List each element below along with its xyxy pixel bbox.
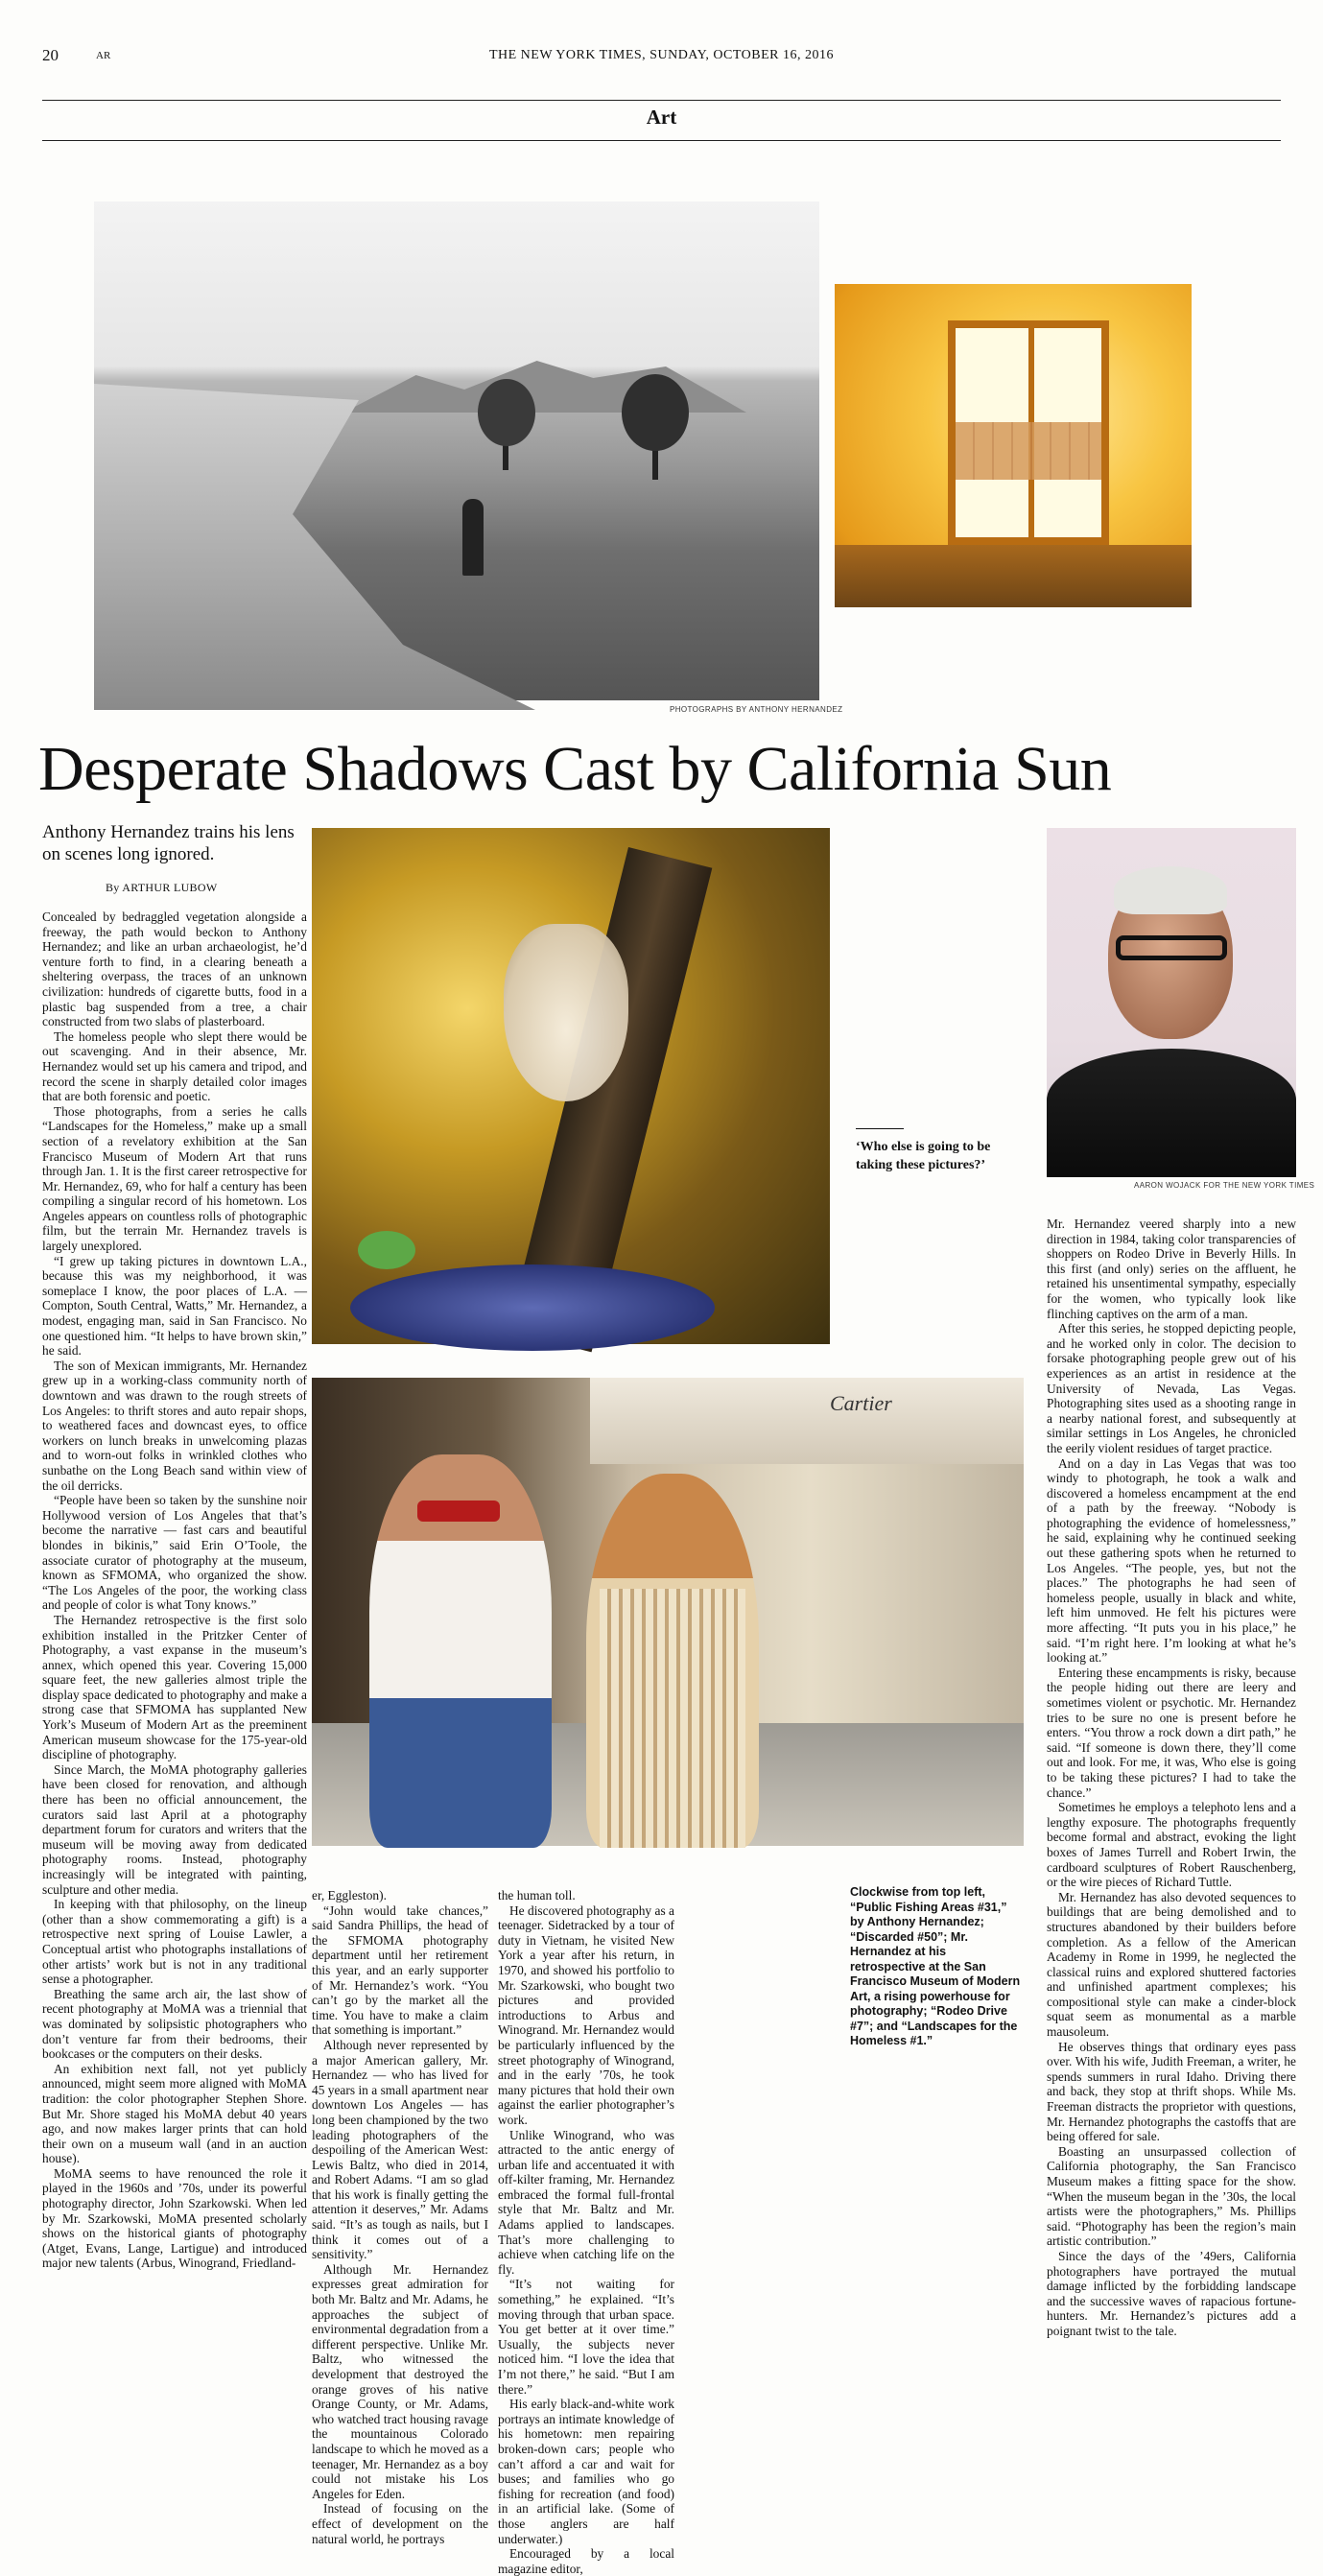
article-paragraph: In keeping with that philosophy, on the lineup (other than a show commemorating a gift) is a retrospective next spring of Louise Lawler, a Conceptual artist who photographs installations of other artists’ work but is not in any traditional sense a photographer.: [42, 1897, 307, 1987]
article-paragraph: Encouraged by a local magazine editor,: [498, 2546, 674, 2576]
photo-portrait-hernandez: [1047, 828, 1296, 1177]
edition-code: AR: [96, 50, 111, 61]
article-paragraph: Since March, the MoMA photography galleries have been closed for renovation, and although there has been no official announcement, the curators said last April at a photography department forum for curators and writers that the museum will be moving away from dedicated photography rooms. Instead, photography increasingly will be integrated with painting, sculpture and other media.: [42, 1761, 307, 1897]
article-paragraph: Although Mr. Hernandez expresses great admiration for both Mr. Baltz and Mr. Adams, he approaches the subject of environmental degradation from a different perspective. Unlike Mr. Baltz, who witnessed the development that destroyed the orange groves of his native Orange County, or Mr. Adams, who watched tract housing ravage the mountainous Colorado landscape to which he moved as a teenager, Mr. Hernandez as a boy could not mistake his Los Angeles for Eden.: [312, 2261, 488, 2501]
photo-credit-top: PHOTOGRAPHS BY ANTHONY HERNANDEZ: [670, 705, 843, 714]
dateline: THE NEW YORK TIMES, SUNDAY, OCTOBER 16, 2016: [488, 48, 835, 62]
header-rule-top: [42, 100, 1281, 101]
article-column-2: [312, 1888, 488, 2546]
article-paragraph: “People have been so taken by the sunshine noir Hollywood version of Los Angeles that that’s become the narrative — fast cars and beautiful blondes in bikinis,” said Erin O’Toole, the associate curator of photography at the museum, known as SFMOMA, who organized the show. “The Los Angeles of the poor, the working class and people of color is what Tony knows.”: [42, 1493, 307, 1613]
article-paragraph: MoMA seems to have renounced the role it played in the 1960s and ’70s, under its powerful photography director, John Szarkowski. When led by Mr. Szarkowski, MoMA presented scholarly shows on the historical giants of photography (Atget, Evans, Lange, Lartigue) and introduced major new talents (Arbus, Winogrand, Friedland-: [42, 2165, 307, 2271]
store-sign: Cartier: [830, 1391, 892, 1415]
article-paragraph: “It’s not waiting for something,” he explained. “It’s moving through that urban space. You get better at it over time.” Usually, the subjects never noticed him. “I love the idea that I’m not there,” he said. “But I am there.”: [498, 2277, 674, 2397]
article-paragraph: the human toll.: [498, 1888, 576, 1902]
photo-abandoned-room: [835, 284, 1192, 607]
article-paragraph: An exhibition next fall, not yet publicly announced, might seem more aligned with MoMA tradition: the color photographer Stephen Shore. But Mr. Shore staged his MoMA debut 40 years ago, and now makes larger prints that can hold their own on a museum wall (and in an auction house).: [42, 2061, 307, 2166]
section-label: Art: [646, 106, 677, 129]
byline: By ARTHUR LUBOW: [106, 881, 218, 894]
article-paragraph: Since the days of the ’49ers, California photographers have portrayed the mutual damage inflicted by the forbidding landscape and the successive waves of rapacious fortune-hunters. Mr. Hernandez’s pictures add a poignant twist to the tale.: [1047, 2248, 1296, 2338]
photo-discarded: [312, 828, 830, 1344]
article-paragraph: The son of Mexican immigrants, Mr. Hernandez grew up in a working-class community north of downtown and was drawn to the rough streets of Los Angeles: to thrift stores and auto repair shops, to weathered faces and downcast eyes, to office workers on lunch breaks in unwelcoming plazas and to worn-out folks in wrinkled clothes who sunbathe on the Long Beach sand within view of the oil derricks.: [42, 1358, 307, 1493]
article-column-4: [1047, 1217, 1296, 2392]
article-paragraph: Boasting an unsurpassed collection of California photography, the San Francisco Museum makes a fitting space for the show. “When the museum began in the ’30s, the local artists were the photographers,” Ms. Phillips said. “Photography has been the region’s main artistic contribution.”: [1047, 2143, 1296, 2249]
article-paragraph: Breathing the same arch air, the last show of recent photography at MoMA was a triennial that was dominated by solipsistic photographers who don’t venture far from their bedrooms, their bookcases or the computers on their desks.: [42, 1986, 307, 2062]
article-paragraph: The Hernandez retrospective is the first solo exhibition installed in the Pritzker Center of Photography, a vast expanse in the museum’s annex, which opened this year. Covering 15,000 square feet, the new galleries almost triple the display space dedicated to photography and make a strong case that SFMOMA has supplanted New York’s Museum of Modern Art as the preeminent American museum showcase for the 175-year-old discipline of photography.: [42, 1612, 307, 1762]
photo-credit-portrait: AARON WOJACK FOR THE NEW YORK TIMES: [1134, 1181, 1315, 1190]
article-paragraph: “John would take chances,” said Sandra Phillips, the head of the SFMOMA photography department until her retirement this year, and an early supporter of Mr. Hernandez’s work. “You can’t go by the market all the time. You have to make a claim that something is important.”: [312, 1902, 488, 2038]
article-paragraph: He discovered photography as a teenager. Sidetracked by a tour of duty in Vietnam, he visited New York a year after his return, in 1970, and showed his portfolio to Mr. Szarkowski, who bought two pictures and provided introductions to Arbus and Winogrand. Mr. Hernandez would be particularly influenced by the street photography of Winogrand, and in the early ’70s, he took many pictures that hold their own against the earlier photographer’s work.: [498, 1902, 674, 2127]
article-paragraph: He observes things that ordinary eyes pass over. With his wife, Judith Freeman, a writer, he spends summers in rural Idaho. Driving there and back, they stop at thrift shops. While Ms. Freeman distracts the proprietor with questions, Mr. Hernandez photographs the castoffs that are being offered for sale.: [1047, 2039, 1296, 2144]
article-column-3: [498, 1888, 674, 2576]
page-number: 20: [42, 46, 59, 64]
article-paragraph: Mr. Hernandez veered sharply into a new direction in 1984, taking color transparencies of shoppers on Rodeo Drive in Beverly Hills. In this first (and only) series on the affluent, he retained his unsentimental sympathy, especially for the women, who typically look like flinching captives on the arm of a man.: [1047, 1217, 1296, 1321]
article-paragraph: After this series, he stopped depicting people, and he worked only in color. The decision to forsake photographing people grew out of his experiences as an artist in residence at the University of Nevada, Las Vegas. Photographing sites used as a shooting range in a nearby national forest, and subsequently at similar settings in Los Angeles, he chronicled the eerily violent residues of target practice.: [1047, 1321, 1296, 1455]
article-paragraph: His early black-and-white work portrays an intimate knowledge of his hometown: men repairing broken-down cars; people who can’t afford a car and wait for buses; and families who go fishing for recreation (and food) in an artificial lake. (Some of those anglers are half underwater.): [498, 2397, 674, 2546]
article-paragraph: Although never represented by a major American gallery, Mr. Hernandez — who has lived for 45 years in a small apartment near downtown Los Angeles — has long been championed by the two leading photographers of the despoiling of the American West: Lewis Baltz, who died in 2014, and Robert Adams. “I am so glad that his work is finally getting the attention it deserves,” Mr. Adams said. “It’s as tough as nails, but I think it comes out of a sensitivity.”: [312, 2037, 488, 2262]
article-paragraph: The homeless people who slept there would be out scavenging. And in their absence, Mr. Hernandez would set up his camera and tripod, and record the scene in sharply detailed color images that are both forensic and poetic.: [42, 1028, 307, 1104]
article-paragraph: er, Eggleston).: [312, 1888, 387, 1902]
article-paragraph: Entering these encampments is risky, because the people hiding out there are leery and sometimes violent or psychotic. Mr. Hernandez tries to be sure no one is present before he enters. “You throw a rock down a dirt path,” he said. “If someone is down there, they’ll come out and look. For me, it was, Who else is going to be taking these pictures? I had to take the chance.”: [1047, 1665, 1296, 1800]
photo-rodeo-drive: [312, 1378, 1024, 1846]
headline: Desperate Shadows Cast by California Sun: [38, 734, 1112, 804]
article-paragraph: Those photographs, from a series he calls “Landscapes for the Homeless,” make up a small section of a revelatory exhibition at the San Francisco Museum of Modern Art that runs through Jan. 1. It is the first career retrospective for Mr. Hernandez, 69, who for half a century has been compiling a singular record of his hometown. Los Angeles appears on countless rolls of photographic film, but the terrain Mr. Hernandez travels is largely unexplored.: [42, 1103, 307, 1254]
article-paragraph: Instead of focusing on the effect of development on the natural world, he portrays: [312, 2501, 488, 2546]
pullquote: ‘Who else is going to be taking these pictures?’: [856, 1140, 991, 1172]
article-paragraph: Sometimes he employs a telephoto lens and a lengthy exposure. The photographs frequently become formal and abstract, evoking the light boxes of James Turrell and Robert Irwin, the cardboard sculptures of Robert Rauschenberg, or the wire pieces of Richard Tuttle.: [1047, 1800, 1296, 1890]
deck: Anthony Hernandez trains his lens on scenes long ignored.: [42, 822, 295, 864]
article-paragraph: Unlike Winogrand, who was attracted to the antic energy of urban life and accentuated it with off-kilter framing, Mr. Hernandez embraced the formal full-frontal style that Mr. Baltz and Mr. Adams applied to landscapes. That’s more challenging to achieve when catching life on the fly.: [498, 2127, 674, 2277]
article-column-1: [42, 910, 307, 2392]
photo-caption: Clockwise from top left, “Public Fishing Areas #31,” by Anthony Hernandez; “Discarded #50”; Mr. Hernandez at his retrospective at the San Francisco Museum of Modern Art, a rising powerhouse for photography; “Rodeo Drive #7”; and “Landscapes for the Homeless #1.”: [850, 1885, 1021, 2047]
photo-public-fishing-areas: [94, 201, 819, 700]
pullquote-rule: [856, 1128, 904, 1129]
article-paragraph: Concealed by bedraggled vegetation alongside a freeway, the path would beckon to Anthony Hernandez; and like an urban archaeologist, he’d venture forth to find, in a clearing beneath a sheltering overpass, the traces of an unknown civilization: hundreds of cigarette butts, food in a plastic bag suspended from a tree, a chair constructed from two slabs of plasterboard.: [42, 910, 307, 1029]
article-paragraph: “I grew up taking pictures in downtown L.A., because this was my neighborhood, it was someplace I know, the poor places of L.A. — Compton, South Central, Watts,” Mr. Hernandez, a modest, engaging man, said in San Francisco. No one questioned him. “It helps to have brown skin,” he said.: [42, 1253, 307, 1359]
article-paragraph: And on a day in Las Vegas that was too windy to photograph, he took a walk and discovered a homeless encampment at the end of a path by the freeway. “Nobody is photographing the evidence of homelessness,” he said, explaining why he continued seeking out these gathering spots when he returned to Los Angeles. “The people, yes, but not the places.” The photographs he had seen of homeless people, usually in black and white, left him unmoved. He felt his pictures were more affecting. “It puts you in his place,” he said. “I’m right here. I’m looking at what he’s looking at.”: [1047, 1455, 1296, 1666]
article-paragraph: Mr. Hernandez has also devoted sequences to buildings that are being demolished and to structures abandoned by their builders before completion. As a fellow of the American Academy in Rome in 1999, he neglected the classical ruins and explored shuttered factories and unfinished apartment complexes; his compositional style can make a cinder-block squat seem as monumental as a marble mausoleum.: [1047, 1889, 1296, 2040]
header-rule-bottom: [42, 140, 1281, 141]
